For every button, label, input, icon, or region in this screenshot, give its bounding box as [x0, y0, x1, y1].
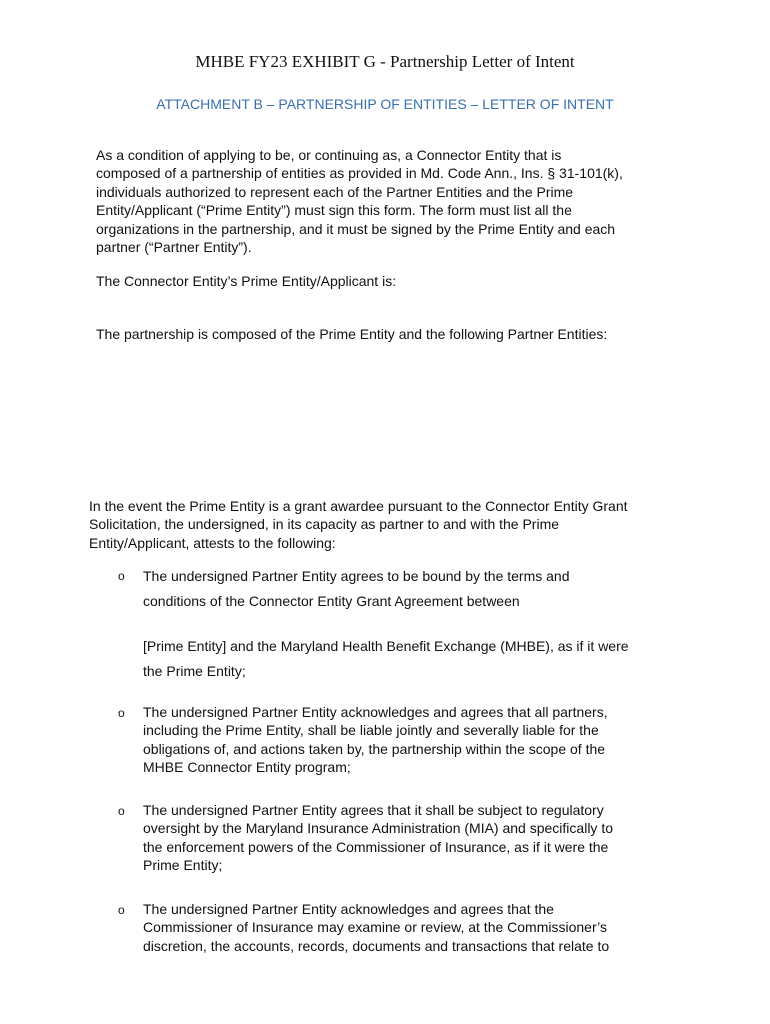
bullet-line: The undersigned Partner Entity acknowledges and agrees that the [143, 901, 554, 917]
bullet-line: the enforcement powers of the Commissioner of Insurance, as if it were the [143, 838, 609, 855]
bullet-item-1-continuation [143, 634, 683, 683]
attestation-line: Solicitation, the undersigned, in its capacity as partner to and with the Prime [89, 516, 560, 533]
bullet-line: oversight by the Maryland Insurance Administration (MIA) and specifically to [143, 820, 613, 837]
bullet-line: [Prime Entity] and the Maryland Health Benefit Exchange (MHBE), as if it were [143, 638, 629, 654]
bullet-line: MHBE Connector Entity program; [143, 759, 351, 776]
bullet-marker: o [118, 903, 125, 917]
bullet-item-3 [143, 801, 683, 875]
intro-line: composed of a partnership of entities as provided in Md. Code Ann., Ins. § 31-101(k), [96, 165, 623, 182]
bullet-line: The undersigned Partner Entity agrees to be bound by the terms and [143, 568, 570, 584]
bullet-item-2 [143, 703, 683, 777]
bullet-line: conditions of the Connector Entity Grant Agreement between [143, 592, 520, 609]
bullet-line: The undersigned Partner Entity acknowledges and agrees that all partners, [143, 704, 608, 720]
bullet-marker: o [118, 804, 125, 818]
attachment-heading: ATTACHMENT B – PARTNERSHIP OF ENTITIES – LETTER OF INTENT [156, 96, 614, 112]
intro-line: As a condition of applying to be, or continuing as, a Connector Entity that is [96, 147, 562, 163]
intro-line: organizations in the partnership, and it must be signed by the Prime Entity and each [96, 220, 616, 237]
bullet-line: Commissioner of Insurance may examine or review, at the Commissioner’s [143, 919, 607, 936]
intro-paragraph [96, 146, 686, 256]
bullet-line: Prime Entity; [143, 857, 223, 874]
partner-entities-label: The partnership is composed of the Prime Entity and the following Partner Entities: [96, 326, 608, 342]
attestation-line: In the event the Prime Entity is a grant awardee pursuant to the Connector Entity Grant [89, 498, 628, 514]
intro-line: Entity/Applicant (“Prime Entity”) must sign this form. The form must list all the [96, 202, 572, 219]
intro-line: partner (“Partner Entity”). [96, 239, 252, 256]
bullet-marker: o [118, 569, 125, 583]
attestation-intro-paragraph [89, 497, 689, 552]
prime-entity-label: The Connector Entity’s Prime Entity/Applicant is: [96, 273, 397, 289]
bullet-line: including the Prime Entity, shall be liable jointly and severally liable for the [143, 722, 599, 739]
bullet-line: The undersigned Partner Entity agrees that it shall be subject to regulatory [143, 802, 604, 818]
bullet-line: the Prime Entity; [143, 662, 246, 679]
intro-line: individuals authorized to represent each of the Partner Entities and the Prime [96, 183, 574, 200]
bullet-line: obligations of, and actions taken by, the partnership within the scope of the [143, 740, 606, 757]
bullet-item-1 [143, 564, 683, 613]
page-title: MHBE FY23 EXHIBIT G - Partnership Letter of Intent [195, 52, 575, 71]
bullet-marker: o [118, 706, 125, 720]
attestation-line: Entity/Applicant, attests to the following: [89, 534, 336, 551]
bullet-item-4 [143, 900, 683, 955]
bullet-line: discretion, the accounts, records, documents and transactions that relate to [143, 937, 610, 954]
